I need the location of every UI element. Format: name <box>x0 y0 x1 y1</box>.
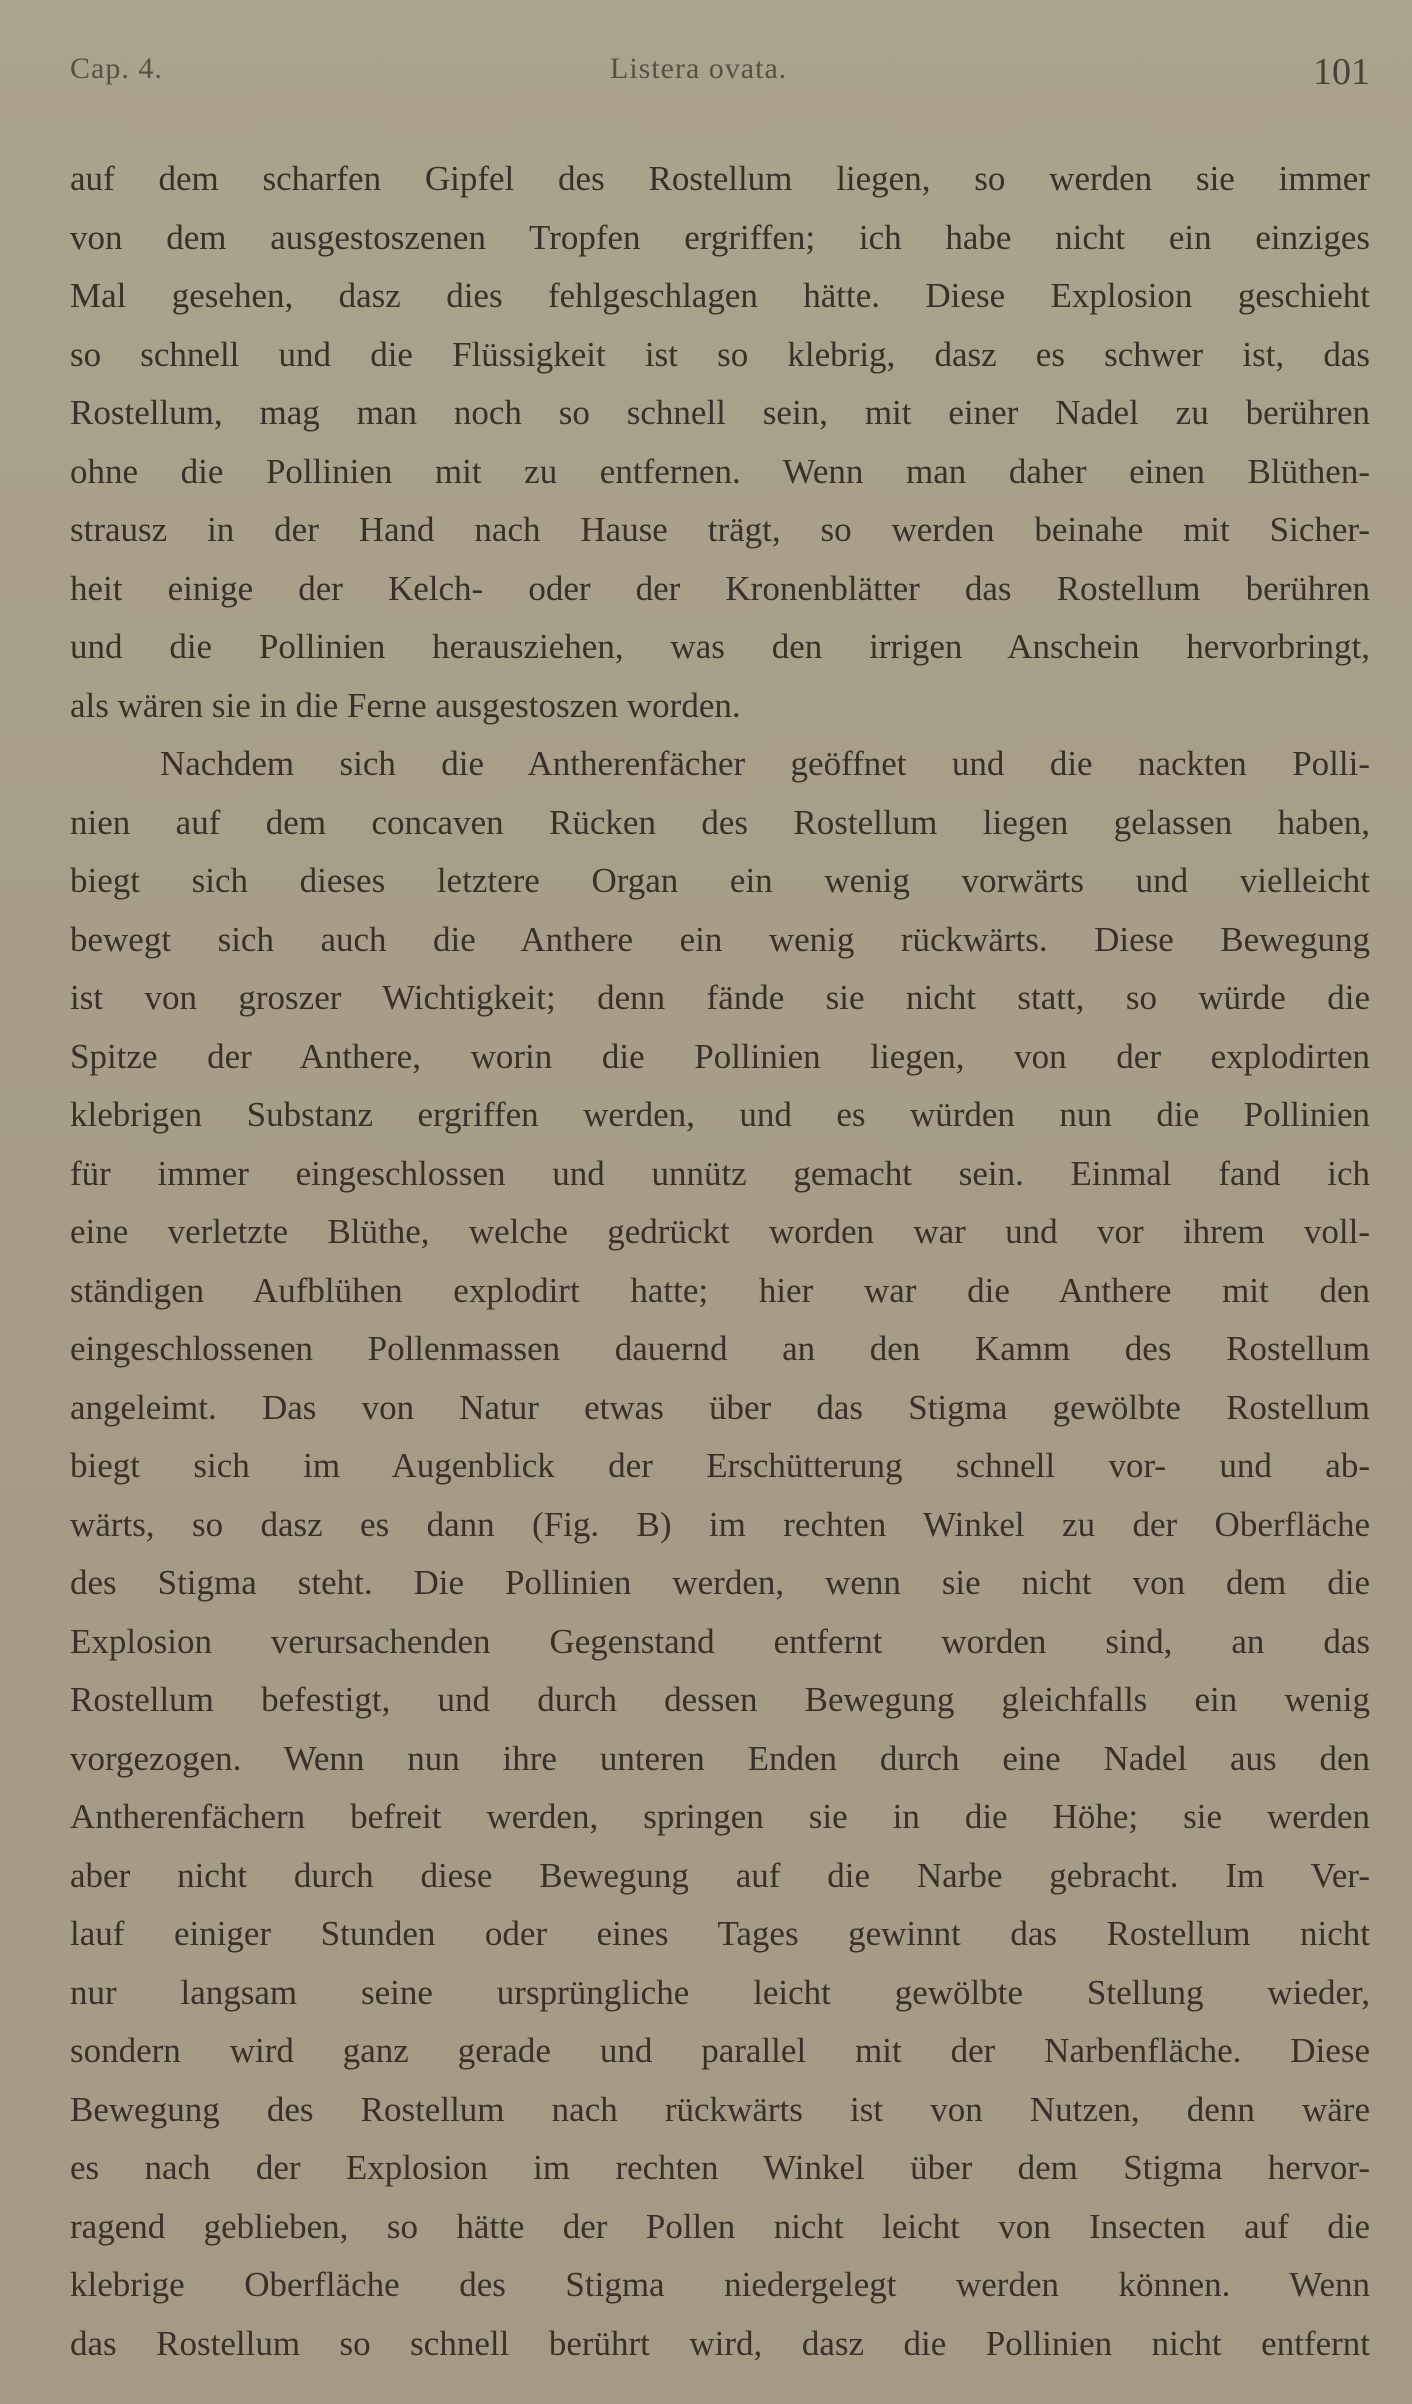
text-line: nur langsam seine ursprüngliche leicht gewölbte Stellung wieder, <box>70 1972 1370 2012</box>
text-line: biegt sich dieses letztere Organ ein wenig vorwärts und vielleicht <box>70 861 1370 900</box>
text-line: eine verletzte Blüthe, welche gedrückt worden war und vor ihrem voll- <box>70 1212 1370 1251</box>
text-line: als wären sie in die Ferne ausgestoszen worden. <box>70 685 741 725</box>
text-line: biegt sich im Augenblick der Erschütterung schnell vor- und ab- <box>70 1446 1370 1485</box>
chapter-label: Cap. 4. <box>70 52 163 85</box>
text-line: Bewegung des Rostellum nach rückwärts ist von Nutzen, denn wäre <box>70 2089 1370 2129</box>
text-line: ständigen Aufblühen explodirt hatte; hier war die Anthere mit den <box>70 1270 1370 1310</box>
text-line: vorgezogen. Wenn nun ihre unteren Enden durch eine Nadel aus den <box>70 1738 1370 1778</box>
text-line: klebrige Oberfläche des Stigma niedergelegt werden können. Wenn <box>70 2265 1370 2304</box>
text-line: angeleimt. Das von Natur etwas über das Stigma gewölbte Rostellum <box>70 1387 1370 1427</box>
body-text <box>70 150 1370 2373</box>
text-line: bewegt sich auch die Anthere ein wenig rückwärts. Diese Bewegung <box>70 919 1370 959</box>
text-line: aber nicht durch diese Bewegung auf die Narbe gebracht. Im Ver- <box>70 1855 1370 1895</box>
text-line: von dem ausgestoszenen Tropfen ergriffen; ich habe nicht ein einziges <box>70 217 1370 257</box>
text-line: strausz in der Hand nach Hause trägt, so werden beinahe mit Sicher- <box>70 510 1370 549</box>
page-title: Listera ovata. <box>610 52 788 85</box>
text-line: das Rostellum so schnell berührt wird, dasz die Pollinien nicht entfernt <box>70 2323 1370 2363</box>
text-line: auf dem scharfen Gipfel des Rostellum liegen, so werden sie immer <box>70 159 1370 198</box>
text-line: ist von groszer Wichtigkeit; denn fände sie nicht statt, so würde die <box>70 978 1370 1017</box>
text-line: ragend geblieben, so hätte der Pollen nicht leicht von Insecten auf die <box>70 2206 1370 2246</box>
text-line: wärts, so dasz es dann (Fig. B) im rechten Winkel zu der Oberfläche <box>70 1504 1370 1544</box>
text-line: Mal gesehen, dasz dies fehlgeschlagen hätte. Diese Explosion geschieht <box>70 276 1370 315</box>
text-line: Antherenfächern befreit werden, springen sie in die Höhe; sie werden <box>70 1797 1370 1836</box>
text-line: eingeschlossenen Pollenmassen dauernd an den Kamm des Rostellum <box>70 1329 1370 1368</box>
text-line: es nach der Explosion im rechten Winkel über dem Stigma hervor- <box>70 2148 1370 2187</box>
text-line: und die Pollinien herausziehen, was den irrigen Anschein hervorbringt, <box>70 627 1370 666</box>
text-line: Explosion verursachenden Gegenstand entfernt worden sind, an das <box>70 1621 1370 1661</box>
text-line: Nachdem sich die Antherenfächer geöffnet und die nackten Polli- <box>160 744 1370 783</box>
paragraph-2 <box>70 735 1370 2373</box>
paragraph-1 <box>70 150 1370 735</box>
text-line: Rostellum befestigt, und durch dessen Bewegung gleichfalls ein wenig <box>70 1680 1370 1719</box>
page-number: 101 <box>1313 51 1370 93</box>
text-line: ohne die Pollinien mit zu entfernen. Wenn man daher einen Blüthen- <box>70 451 1370 491</box>
text-line: sondern wird ganz gerade und parallel mit der Narbenfläche. Diese <box>70 2031 1370 2070</box>
text-line: Rostellum, mag man noch so schnell sein, mit einer Nadel zu berühren <box>70 393 1370 432</box>
text-line: Spitze der Anthere, worin die Pollinien liegen, von der explodirten <box>70 1036 1370 1076</box>
text-line: heit einige der Kelch- oder der Kronenblätter das Rostellum berühren <box>70 568 1370 608</box>
text-line: lauf einiger Stunden oder eines Tages gewinnt das Rostellum nicht <box>70 1914 1370 1953</box>
text-line: nien auf dem concaven Rücken des Rostellum liegen gelassen haben, <box>70 802 1370 842</box>
text-line: klebrigen Substanz ergriffen werden, und es würden nun die Pollinien <box>70 1095 1370 1134</box>
text-line: des Stigma steht. Die Pollinien werden, wenn sie nicht von dem die <box>70 1563 1370 1602</box>
running-head <box>70 48 1370 104</box>
text-line: für immer eingeschlossen und unnütz gemacht sein. Einmal fand ich <box>70 1153 1370 1193</box>
text-line: so schnell und die Flüssigkeit ist so klebrig, dasz es schwer ist, das <box>70 334 1370 374</box>
